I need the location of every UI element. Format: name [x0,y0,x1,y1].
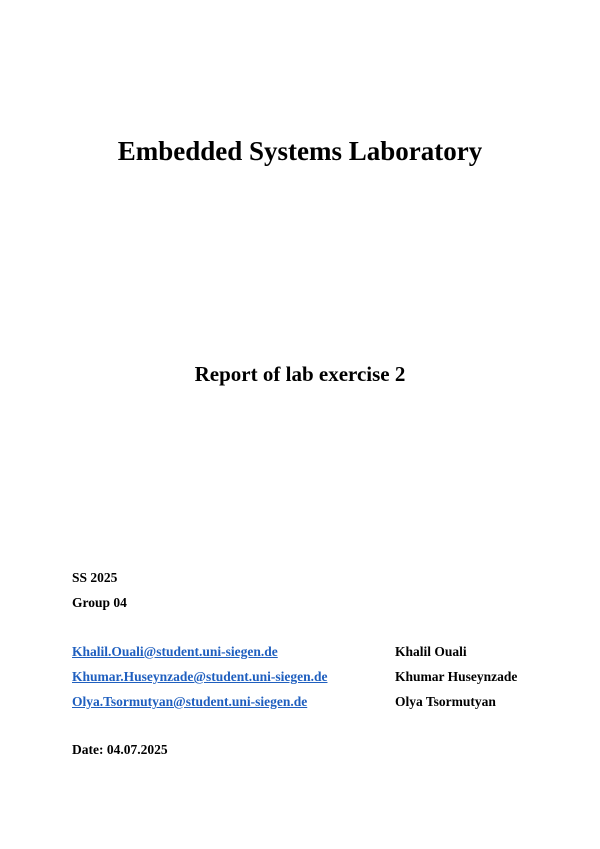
student-name: Olya Tsormutyan [395,694,496,709]
email-link[interactable]: Khumar.Huseynzade@student.uni-siegen.de [72,669,328,684]
document-title: Embedded Systems Laboratory [117,136,483,166]
contacts-list [72,643,552,718]
report-date: Date: 04.07.2025 [72,742,168,757]
contact-row [72,643,552,668]
student-name: Khalil Ouali [395,644,467,659]
contact-row [72,693,552,718]
student-name: Khumar Huseynzade [395,669,518,684]
email-link[interactable]: Khalil.Ouali@student.uni-siegen.de [72,644,278,659]
report-subtitle: Report of lab exercise 2 [194,362,406,386]
contact-row [72,668,552,693]
email-link[interactable]: Olya.Tsormutyan@student.uni-siegen.de [72,694,308,709]
semester-label: SS 2025 [72,570,118,585]
group-label: Group 04 [72,595,127,610]
